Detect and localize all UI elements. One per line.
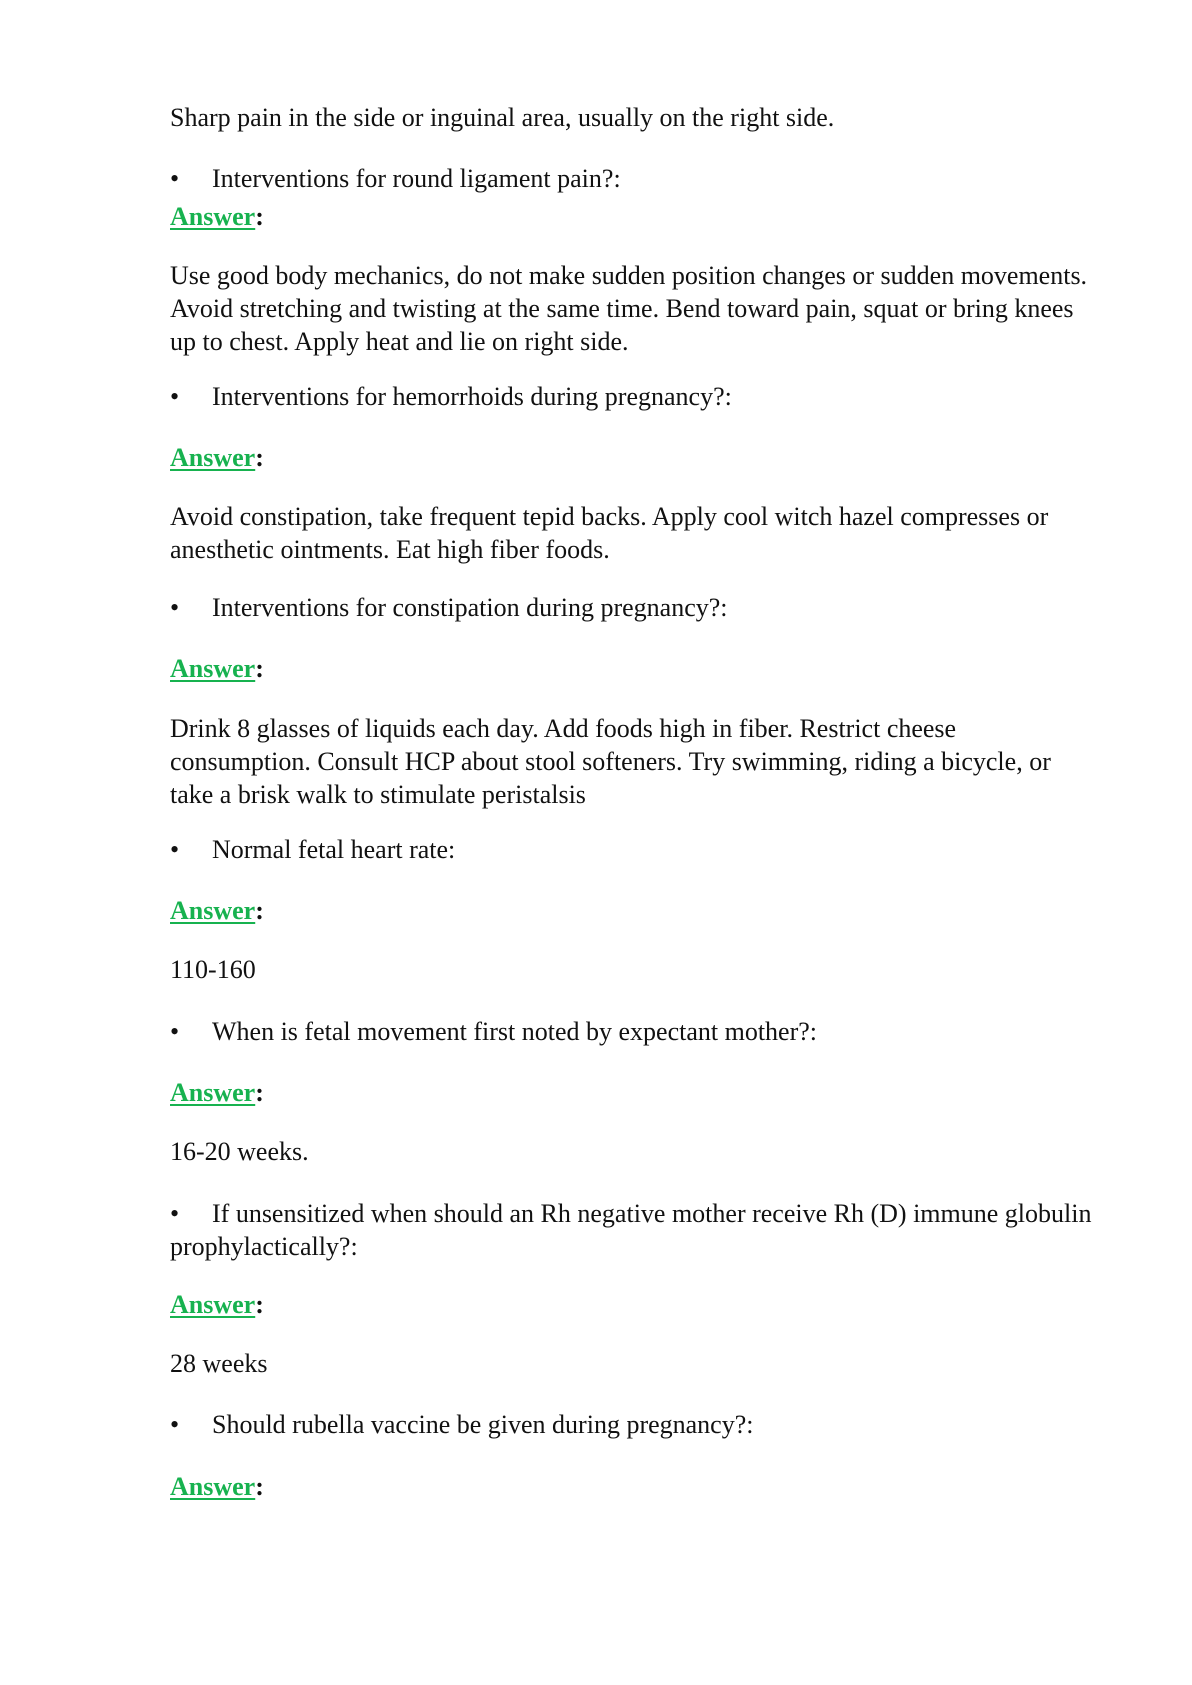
answer-text: Use good body mechanics, do not make sudden position changes or sudden movements. Avoid stretching and twisting at the same time. Bend toward pain, squat or bring knees up to chest. Apply heat and lie on right side. bbox=[170, 261, 1088, 356]
question-item bbox=[170, 1015, 1100, 1048]
answer-text: 110-160 bbox=[170, 955, 256, 984]
question-item bbox=[170, 1408, 1100, 1441]
answer-text: Sharp pain in the side or inguinal area, usually on the right side. bbox=[170, 103, 835, 132]
answer-link[interactable]: Answer bbox=[170, 1472, 256, 1501]
answer-label: Answer: bbox=[170, 1290, 264, 1319]
answer-link[interactable]: Answer bbox=[170, 654, 256, 683]
question-text: Normal fetal heart rate: bbox=[212, 835, 456, 864]
bullet-icon: • bbox=[170, 593, 180, 622]
question-text: Interventions for round ligament pain?: bbox=[212, 164, 621, 193]
question-text: When is fetal movement first noted by expectant mother?: bbox=[212, 1017, 818, 1046]
bullet-icon: • bbox=[170, 1017, 180, 1046]
bullet-icon: • bbox=[170, 382, 180, 411]
answer-link[interactable]: Answer bbox=[170, 1078, 256, 1107]
question-text: If unsensitized when should an Rh negative mother receive Rh (D) immune globulin prophylactically?: bbox=[170, 1199, 1092, 1261]
answer-label: Answer: bbox=[170, 654, 264, 683]
answer-text: Drink 8 glasses of liquids each day. Add foods high in fiber. Restrict cheese consumption. Consult HCP about stool softeners. Try swimming, riding a bicycle, or take a brisk walk to stimulate peristalsis bbox=[170, 714, 1051, 809]
bullet-icon: • bbox=[170, 164, 180, 193]
question-item bbox=[170, 833, 1100, 866]
answer-label: Answer: bbox=[170, 1472, 264, 1501]
question-item bbox=[170, 162, 1100, 195]
answer-label: Answer: bbox=[170, 896, 264, 925]
bullet-icon: • bbox=[170, 1199, 180, 1228]
answer-label: Answer: bbox=[170, 1078, 264, 1107]
bullet-icon: • bbox=[170, 1410, 180, 1439]
answer-label: Answer: bbox=[170, 202, 264, 231]
question-text: Interventions for hemorrhoids during pregnancy?: bbox=[212, 382, 732, 411]
answer-link[interactable]: Answer bbox=[170, 443, 256, 472]
bullet-icon: • bbox=[170, 835, 180, 864]
answer-link[interactable]: Answer bbox=[170, 1290, 256, 1319]
answer-link[interactable]: Answer bbox=[170, 896, 256, 925]
question-text: Interventions for constipation during pregnancy?: bbox=[212, 593, 728, 622]
question-text: Should rubella vaccine be given during pregnancy?: bbox=[212, 1410, 754, 1439]
answer-text: Avoid constipation, take frequent tepid backs. Apply cool witch hazel compresses or anesthetic ointments. Eat high fiber foods. bbox=[170, 502, 1049, 564]
answer-label: Answer: bbox=[170, 443, 264, 472]
answer-text: 16-20 weeks. bbox=[170, 1137, 309, 1166]
answer-text: 28 weeks bbox=[170, 1349, 268, 1378]
question-item bbox=[170, 591, 1100, 624]
question-item bbox=[170, 1197, 1100, 1263]
question-item bbox=[170, 380, 1100, 413]
answer-link[interactable]: Answer bbox=[170, 202, 256, 231]
